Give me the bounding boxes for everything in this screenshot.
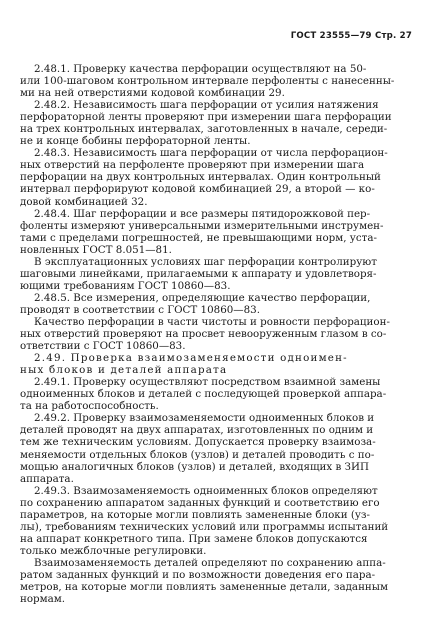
text-line: ющими требованиям ГОСТ 10860—83.	[20, 279, 231, 292]
text-line: Качество перфорации в части чистоты и ровности перфорацион-	[34, 315, 390, 328]
text-line: только межблочные регулировки.	[20, 544, 207, 557]
text-line: параметров, на которые могли повлиять замененные блоки (уз-	[20, 508, 371, 521]
text-line: ных отверстий на перфоленте проверяют при измерении шага	[20, 159, 365, 172]
text-line: ных отверстий проверяют на просвет невооруженным глазом в со-	[20, 328, 387, 341]
text-line: ратом заданных функций и по возможности доведения его пара-	[20, 568, 376, 581]
text-line: В эксплуатационных условиях шаг перфорации контролируют	[34, 255, 377, 268]
text-line: или 100-шаговом контрольном интервале перфоленты с нанесенны-	[20, 75, 395, 88]
text-line: 2.48.5. Все измерения, определяющие качество перфорации,	[34, 291, 371, 304]
text-line: новленных ГОСТ 8.051—81.	[20, 243, 172, 256]
text-line: тем же техническим условиям. Допускается проверку взаимоза-	[20, 436, 376, 449]
text-line: тами с пределами погрешностей, не превышающими норм, уста-	[20, 231, 377, 244]
text-line: на аппарат конкретного типа. При замене блоков допускаются	[20, 532, 368, 545]
text-line: 2.48.3. Независимость шага перфорации от числа перфорацион-	[34, 147, 388, 160]
page-number: Стр. 27	[374, 31, 412, 41]
text-line: перфорации на двух контрольных интервалах. Один контрольный	[20, 171, 381, 184]
text-line: 2.48.1. Проверку качества перфорации осуществляют на 50-	[34, 63, 367, 75]
text-line: по сохранению аппаратом заданных функций и соответствию его	[20, 496, 380, 509]
document-body	[20, 63, 408, 605]
text-line: лы), требованиям технических условий или программы испытаний	[20, 520, 389, 533]
text-line: аппарата.	[20, 472, 74, 485]
text-line: мощью аналогичных блоков (узлов) и деталей, входящих в ЗИП	[20, 460, 369, 473]
text-line: 2.49.1. Проверку осуществляют посредством взаимной замены	[34, 376, 381, 389]
text-line: Взаимозаменяемость деталей определяют по сохранению аппа-	[34, 556, 386, 569]
text-line: фоленты измеряют универсальными измерительными инструмен-	[20, 219, 384, 232]
text-line: не и конце бобины перфораторной ленты.	[20, 135, 251, 148]
text-line: деталей проводят на двух аппаратах, изготовленных по одним и	[20, 424, 374, 437]
text-line: на трех контрольных интервалах, заготовленных в начале, середи-	[20, 123, 388, 136]
text-line: 2.49.3. Взаимозаменяемость одноименных блоков определяют	[34, 484, 378, 497]
section-heading-line: ных блоков и деталей аппарата	[20, 364, 228, 377]
text-line: шаговыми линейками, прилагаемыми к аппарату и удовлетворя-	[20, 267, 377, 280]
section-heading-line: 2.49. Проверка взаимозаменяемости одноимен-	[34, 352, 348, 365]
text-line: перфораторной ленты проверяют при измерении шага перфорации	[20, 111, 392, 124]
standard-number: ГОСТ 23555—79	[290, 31, 372, 41]
page-header	[291, 31, 412, 41]
text-line: нормам.	[20, 593, 66, 606]
text-line: довой комбинацией 32.	[20, 195, 148, 208]
text-line: 2.49.2. Проверку взаимозаменяемости одноименных блоков и	[34, 412, 375, 425]
text-line: одноименных блоков и деталей с последующей проверкой аппара-	[20, 388, 387, 401]
text-line: 2.48.2. Независимость шага перфорации от усилия натяжения	[34, 99, 379, 112]
text-line: ответствии с ГОСТ 10860—83.	[20, 340, 186, 353]
text-line: интервал перфорируют кодовой комбинацией 29, а второй — ко-	[20, 183, 375, 196]
text-line: проводят в соответствии с ГОСТ 10860—83.	[20, 303, 260, 316]
text-line: 2.48.4. Шаг перфорации и все размеры пятидорожковой пер-	[34, 207, 371, 220]
text-line: меняемости отдельных блоков (узлов) и деталей проводить с по-	[20, 448, 375, 461]
text-line: метров, на которые могли повлиять замененные детали, заданным	[20, 581, 388, 594]
text-line: ми на ней отверстиями кодовой комбинации 29.	[20, 87, 285, 100]
text-line: та на работоспособность.	[20, 400, 159, 413]
